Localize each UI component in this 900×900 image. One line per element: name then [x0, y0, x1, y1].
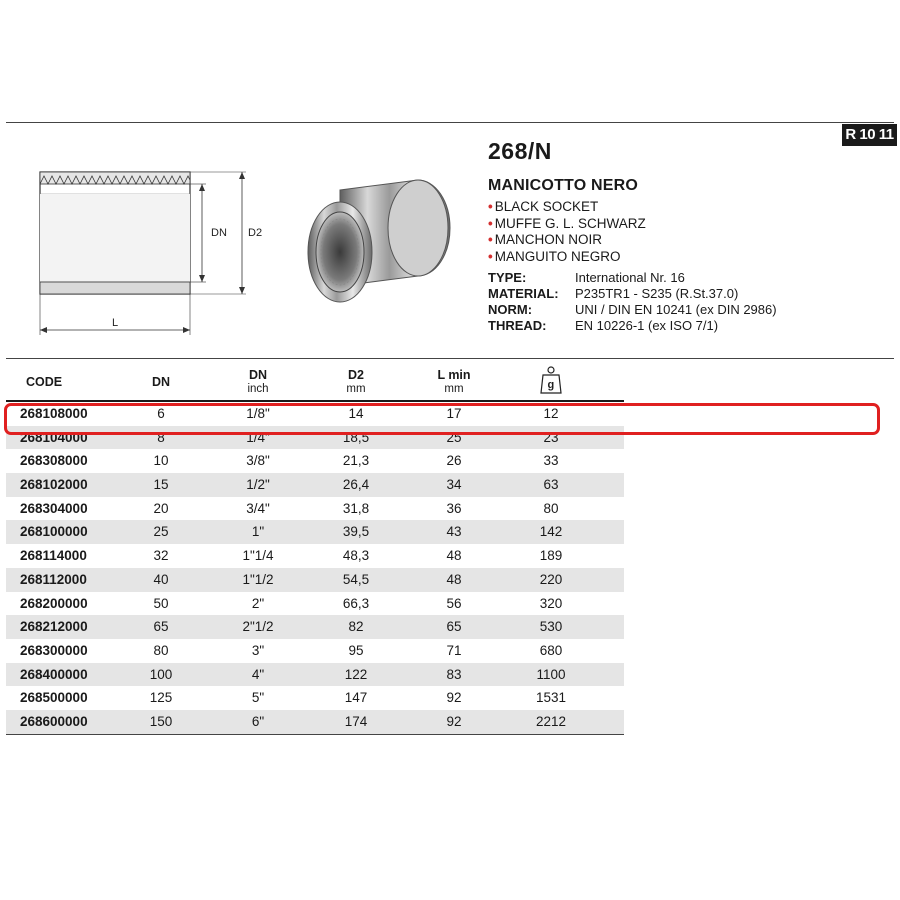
cell-dn-inch: 1/4" [246, 429, 270, 445]
cell-dn: 150 [149, 713, 173, 729]
cell-lmin: 36 [446, 500, 462, 516]
product-name: MANICOTTO NERO [488, 177, 639, 194]
translations-list [488, 199, 888, 265]
cell-dn: 8 [157, 429, 165, 445]
cell-d2: 31,8 [342, 500, 370, 516]
cell-code: 268500000 [20, 690, 88, 706]
svg-text:g: g [547, 379, 555, 391]
cell-d2: 174 [344, 713, 368, 729]
translation-item: • MUFFE G. L. SCHWARZ [488, 215, 646, 231]
table-row [6, 544, 624, 568]
cell-code: 268114000 [20, 548, 87, 564]
highlight-box [4, 403, 880, 435]
product-photo [300, 170, 455, 320]
spec-material: MATERIAL: P235TR1 - S235 (R.St.37.0) [488, 286, 739, 301]
table-bottom-rule [6, 734, 624, 735]
cell-weight: 142 [539, 524, 563, 540]
cell-dn: 125 [149, 690, 173, 706]
cell-dn-inch: 2"1/2 [242, 619, 274, 635]
cell-dn: 15 [153, 477, 169, 493]
cell-weight: 23 [543, 429, 559, 445]
catalog-ref-badge: R 10 11 [842, 124, 897, 146]
cell-lmin: 17 [446, 406, 462, 421]
table-body [6, 400, 624, 734]
cell-dn: 10 [153, 453, 169, 469]
cell-weight: 80 [543, 500, 559, 516]
top-divider [6, 122, 894, 123]
table-row [6, 449, 624, 473]
cell-weight: 320 [539, 595, 563, 611]
cell-weight: 12 [543, 406, 559, 421]
cell-dn-inch: 4" [251, 666, 265, 682]
cell-code: 268308000 [20, 453, 88, 469]
cell-code: 268400000 [20, 666, 88, 682]
cell-dn: 20 [153, 500, 169, 516]
table-divider [6, 358, 894, 359]
cell-lmin: 71 [446, 642, 462, 658]
cell-code: 268200000 [20, 595, 88, 611]
table-row [6, 473, 624, 497]
cell-weight: 1531 [535, 690, 567, 706]
cell-d2: 54,5 [342, 571, 370, 587]
spec-type: TYPE: International Nr. 16 [488, 270, 685, 285]
cell-lmin: 92 [446, 713, 462, 729]
weight-icon [536, 366, 566, 397]
cell-d2: 48,3 [342, 548, 370, 564]
cell-code: 268600000 [20, 713, 88, 729]
cell-d2: 147 [344, 690, 368, 706]
header-code: CODE [26, 375, 63, 389]
cell-weight: 63 [543, 477, 559, 493]
table-header [6, 362, 624, 400]
cell-code: 268108000 [20, 406, 88, 421]
cell-lmin: 56 [446, 595, 462, 611]
header-dn: DN [151, 375, 171, 389]
cell-dn-inch: 5" [251, 690, 265, 706]
dn-label: DN [211, 227, 227, 239]
cell-weight: 530 [539, 619, 563, 635]
cell-dn: 32 [153, 548, 169, 564]
translation-item: • BLACK SOCKET [488, 199, 599, 214]
cell-d2: 39,5 [342, 524, 370, 540]
table-row [6, 592, 624, 616]
translation-item: • MANCHON NOIR [488, 232, 602, 247]
table-row [6, 710, 624, 734]
cell-code: 268212000 [20, 619, 88, 635]
cell-dn-inch: 3/8" [246, 453, 270, 469]
technical-drawing [20, 150, 280, 340]
cell-lmin: 48 [446, 548, 462, 564]
cell-dn-inch: 1"1/4 [242, 548, 274, 564]
cell-dn: 40 [153, 571, 169, 587]
cell-code: 268100000 [20, 524, 88, 540]
spec-norm: NORM: UNI / DIN EN 10241 (ex DIN 2986) [488, 302, 777, 317]
cell-dn: 6 [157, 406, 165, 421]
cell-lmin: 43 [446, 524, 462, 540]
cell-d2: 122 [344, 666, 368, 682]
cell-dn-inch: 6" [251, 713, 265, 729]
cell-d2: 18,5 [342, 429, 370, 445]
cell-lmin: 34 [446, 477, 462, 493]
cell-dn-inch: 1/2" [246, 477, 270, 493]
cell-lmin: 48 [446, 571, 462, 587]
cell-weight: 2212 [535, 713, 567, 729]
d2-label: D2 [248, 227, 263, 239]
table-row [6, 520, 624, 544]
cell-d2: 14 [348, 406, 364, 421]
cell-code: 268104000 [20, 429, 88, 445]
cell-dn-inch: 3/4" [246, 500, 270, 516]
cell-dn: 100 [149, 666, 173, 682]
table-row [6, 686, 624, 710]
table-row [6, 568, 624, 592]
product-code: 268/N [488, 138, 552, 164]
cell-dn: 25 [153, 524, 169, 540]
cell-weight: 680 [539, 642, 563, 658]
cell-dn: 65 [153, 619, 169, 635]
cell-lmin: 83 [446, 666, 462, 682]
header-dn-inch: DN inch [247, 368, 269, 395]
cell-code: 268304000 [20, 500, 88, 516]
cell-d2: 21,3 [342, 453, 370, 469]
cell-code: 268112000 [20, 571, 87, 587]
cell-code: 268300000 [20, 642, 88, 658]
cell-dn: 80 [153, 642, 169, 658]
cell-d2: 26,4 [342, 477, 370, 493]
table-row [6, 663, 624, 687]
cell-weight: 1100 [536, 666, 566, 682]
l-label: L [112, 317, 119, 329]
cell-d2: 95 [348, 642, 364, 658]
cell-d2: 82 [348, 619, 364, 635]
cell-weight: 189 [539, 548, 563, 564]
cell-dn-inch: 1"1/2 [242, 571, 274, 587]
header-lmin: L min mm [437, 368, 471, 395]
product-info [488, 138, 888, 334]
cell-d2: 66,3 [342, 595, 370, 611]
cell-lmin: 26 [446, 453, 462, 469]
cell-weight: 220 [539, 571, 563, 587]
spec-thread: THREAD: EN 10226-1 (ex ISO 7/1) [488, 318, 719, 333]
cell-code: 268102000 [20, 477, 88, 493]
header-d2: D2 mm [346, 368, 366, 395]
cell-lmin: 92 [446, 690, 462, 706]
cell-lmin: 65 [446, 619, 462, 635]
table-row [6, 615, 624, 639]
spec-list [488, 270, 888, 334]
cell-dn-inch: 3" [251, 642, 265, 658]
cell-dn: 50 [153, 595, 169, 611]
table-row [6, 497, 624, 521]
cell-dn-inch: 1/8" [246, 406, 270, 421]
translation-item: • MANGUITO NEGRO [488, 248, 621, 264]
cell-dn-inch: 1" [251, 524, 265, 540]
cell-lmin: 25 [446, 429, 462, 445]
cell-dn-inch: 2" [251, 595, 265, 611]
cell-weight: 33 [543, 453, 559, 469]
table-row [6, 639, 624, 663]
